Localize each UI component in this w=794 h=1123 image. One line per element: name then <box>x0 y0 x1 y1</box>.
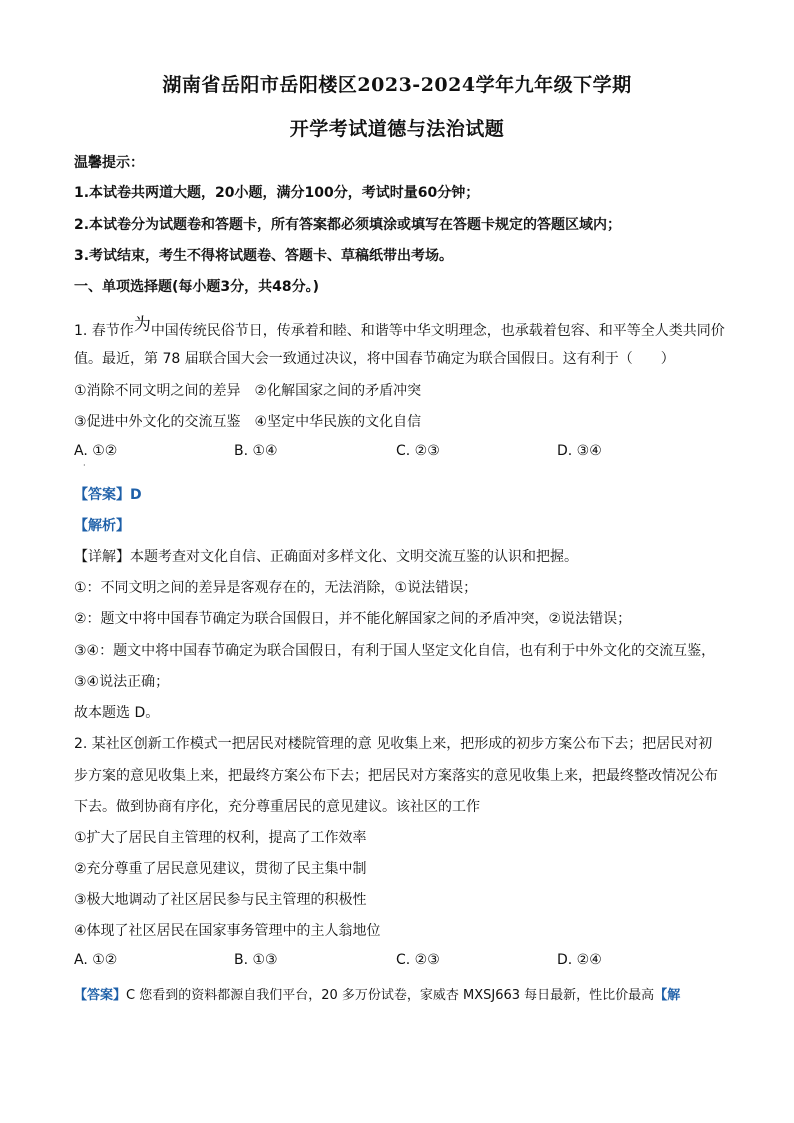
q1-answer: 【答案】D <box>74 487 142 503</box>
q1-option-a: A. ①② <box>74 443 118 459</box>
q1-explanation-4: ③④说法正确； <box>74 674 170 690</box>
notice-item-2: 2.本试卷分为试题卷和答题卡，所有答案都必须填涂或填写在答题卡规定的答题区域内； <box>74 217 622 233</box>
q1-stem-part-b: 中国传统民俗节日，传承着和睦、和谐等中华文明理念，也承载着包容、和平等全人类共同价 <box>150 323 725 339</box>
q2-statement-4: ④体现了社区居民在国家事务管理中的主人翁地位 <box>74 923 381 939</box>
q1-option-c: C. ②③ <box>396 443 440 459</box>
q2-stem-line-1: 2. 某社区创新工作模式一把居民对楼院管理的意 见收集上来，把形成的初步方案公布下去；把居民对初 <box>74 736 713 752</box>
notice-item-1: 1.本试卷共两道大题，20小题，满分100分，考试时量60分钟； <box>74 185 480 201</box>
title-line-1: 湖南省岳阳市岳阳楼区2023-2024学年九年级下学期 <box>162 74 632 96</box>
q1-analysis-label: 【解析】 <box>74 518 130 534</box>
q1-explanation-2: ②：题文中将中国春节确定为联合国假日，并不能化解国家之间的矛盾冲突，②说法错误； <box>74 611 632 627</box>
q2-answer-text: C 您看到的资料都源自我们平台，20 多万份试卷，家威杏 MXSJ663 每日最新，性比价最高 <box>126 988 655 1003</box>
q2-stem-line-2: 步方案的意见收集上来，把最终方案公布下去；把居民对方案落实的意见收集上来，把最终整改情况公布 <box>74 768 718 784</box>
section-1-heading: 一、单项选择题(每小题3分，共48分。) <box>74 279 320 295</box>
q1-stem-sup: 为 <box>133 315 151 335</box>
q1-statement-2: ③促进中外文化的交流互鉴 ④坚定中华民族的文化自信 <box>74 414 422 430</box>
q1-explanation-1: ①：不同文明之间的差异是客观存在的，无法消除，①说法错误； <box>74 580 478 596</box>
title-line-2: 开学考试道德与法治试题 <box>289 118 505 140</box>
q1-stem-part-a: 1. 春节作 <box>74 323 134 339</box>
q2-option-a: A. ①② <box>74 952 118 968</box>
q2-statement-3: ③极大地调动了社区居民参与民主管理的积极性 <box>74 892 367 908</box>
q2-answer-tail: 【解 <box>654 988 681 1003</box>
q2-option-d: D. ②④ <box>557 952 602 968</box>
notice-item-3: 3.考试结束，考生不得将试题卷、答题卡、草稿纸带出考场。 <box>74 248 454 264</box>
q2-option-c: C. ②③ <box>396 952 440 968</box>
q1-detail: 【详解】本题考查对文化自信、正确面对多样文化、文明交流互鉴的认识和把握。 <box>74 549 578 565</box>
q1-stem-line-1 <box>74 315 725 340</box>
notice-heading: 温馨提示： <box>74 155 144 171</box>
q1-statement-1: ①消除不同文明之间的差异 ②化解国家之间的矛盾冲突 <box>74 383 422 399</box>
q1-explanation-3: ③④：题文中将中国春节确定为联合国假日，有利于国人坚定文化自信，也有利于中外文化的交流互鉴， <box>74 643 716 659</box>
q1-conclusion: 故本题选 D。 <box>74 705 160 721</box>
q2-answer-label: 【答案】 <box>74 988 127 1003</box>
q2-option-b: B. ①③ <box>234 952 278 968</box>
q2-answer-line <box>74 984 680 1003</box>
q1-option-d: D. ③④ <box>557 443 602 459</box>
stray-dot-mark: · <box>83 461 86 470</box>
q2-stem-line-3: 下去。做到协商有序化，充分尊重居民的意见建议。该社区的工作 <box>74 799 480 815</box>
q1-option-b: B. ①④ <box>234 443 278 459</box>
q1-stem-line-2: 值。最近，第 78 届联合国大会一致通过决议，将中国春节确定为联合国假日。这有利于（ ） <box>74 351 675 367</box>
q2-statement-2: ②充分尊重了居民意见建议，贯彻了民主集中制 <box>74 861 367 877</box>
q2-statement-1: ①扩大了居民自主管理的权利，提高了工作效率 <box>74 830 367 846</box>
